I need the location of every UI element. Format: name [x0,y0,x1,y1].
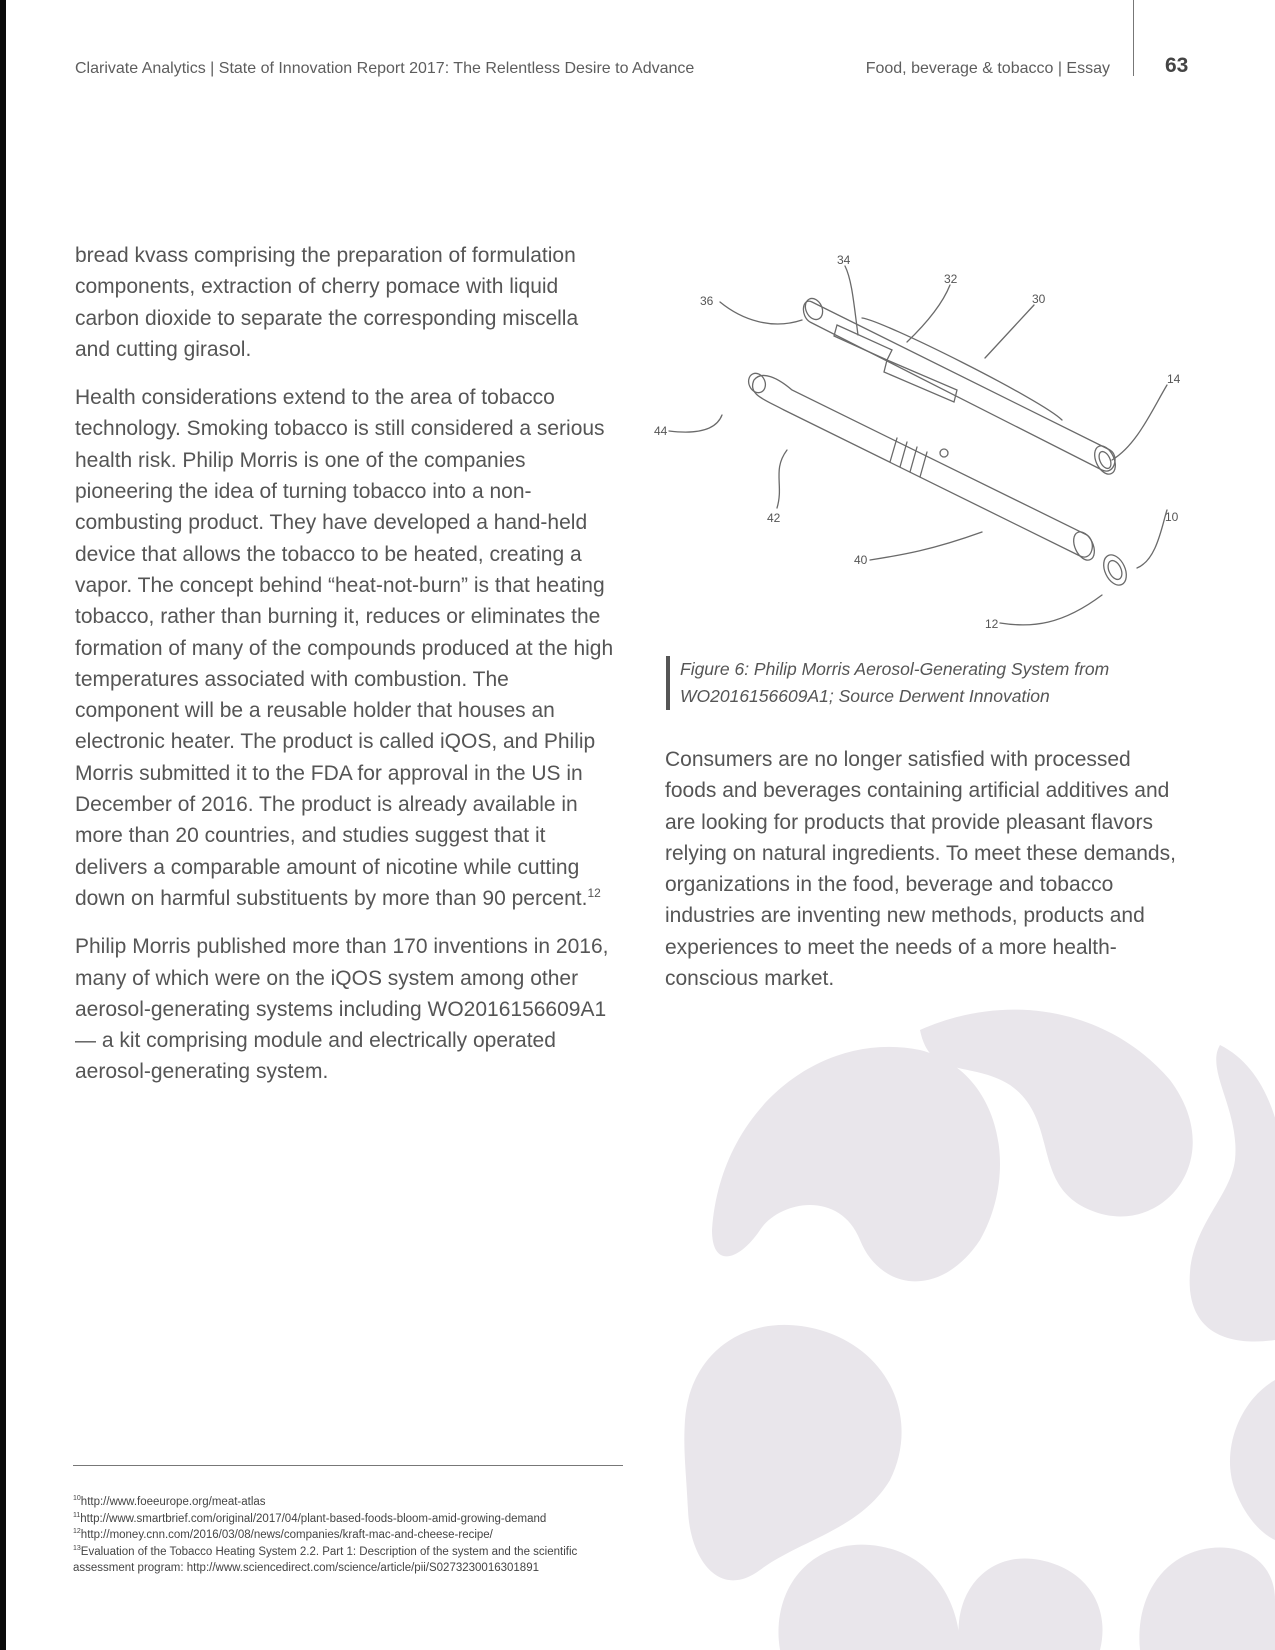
footnote-text: http://www.smartbrief.com/original/2017/04/plant-based-foods-bloom-amid-growing-demand [80,1512,547,1525]
leader-36 [720,302,802,324]
swirl-shape [684,1325,901,1580]
swirl-shape [958,1558,1102,1650]
header-divider [1133,0,1134,76]
label-44: 44 [654,424,668,438]
figure-caption: Figure 6: Philip Morris Aerosol-Generating System from WO2016156609A1; Source Derwent Innovation [666,656,1150,710]
lower-device-mouthpiece [746,371,769,396]
leader-10 [1137,510,1167,568]
footnote-number: 13 [73,1544,81,1552]
footnote-number: 12 [73,1528,81,1536]
lower-device-ring-4 [920,452,927,477]
lower-device-ring-1 [890,438,897,462]
swirl-shape [1190,1045,1275,1342]
footnote-number: 10 [73,1495,81,1503]
label-40: 40 [854,553,868,567]
lower-device-ring-3 [910,447,917,472]
footnote-item [73,1494,633,1511]
swirl-shape [920,1010,1193,1217]
leader-32 [907,285,950,342]
leader-12 [1000,595,1102,625]
label-32: 32 [944,272,958,286]
running-header-title: Clarivate Analytics | State of Innovation Report 2017: The Relentless Desire to Advance [75,60,695,77]
upper-module-detail [862,318,1062,420]
right-column [665,744,1185,1011]
label-34: 34 [837,253,851,267]
swirl-shape [1230,1380,1275,1540]
left-column [75,240,615,1105]
upper-module-window [884,360,957,402]
footnote-text: http://money.cnn.com/2016/03/08/news/companies/kraft-mac-and-cheese-recipe/ [80,1529,493,1541]
label-36: 36 [700,294,714,308]
lower-device-button [940,449,948,457]
leader-42 [777,450,787,508]
leader-30 [985,305,1034,358]
footnote-divider [73,1465,623,1466]
footnote-text: Evaluation of the Tobacco Heating System 2.2. Part 1: Description of the system and the scientific assessment program: http://www.sciencedirect.com/science/article/pii/S0273230016301891 [73,1545,578,1574]
paragraph-heat-not-burn-text: Health considerations extend to the area of tobacco technology. Smoking tobacco is still considered a serious health risk. Philip Morris is one of the companies pioneering the idea of turning tobacco into a non-combusting product. They have developed a hand-held device that allows the tobacco to be heated, creating a vapor. The concept behind “heat-not-burn” is that heating tobacco, rather than burning it, reduces or eliminates the formation of many of the compounds produced at the high temperatures associated with combustion. The component will be a reusable holder that houses an electronic heater. The product is called iQOS, and Philip Morris submitted it to the FDA for approval in the US in December of 2016. The product is already available in more than 20 countries, and studies suggest that it delivers a comparable amount of nicotine while cutting down on harmful substituents by more than 90 percent. [75,386,614,910]
label-10: 10 [1165,510,1179,524]
swirl-shape [778,1545,960,1650]
ring-part-outer [1099,551,1131,588]
page-number: 63 [1165,54,1189,77]
label-42: 42 [767,511,781,525]
label-30: 30 [1032,292,1046,306]
swirl-shape [1139,1547,1275,1650]
upper-module-slot [834,325,892,360]
footnotes [73,1494,633,1577]
patent-figure [654,250,1182,640]
left-edge-bar [0,0,6,1650]
leader-14 [1112,385,1167,460]
label-12: 12 [985,617,999,631]
footnote-text: http://www.foeeurope.org/meat-atlas [80,1496,266,1508]
paragraph-consumers: Consumers are no longer satisfied with processed foods and beverages containing artificial additives and are looking for products that provide pleasant flavors relying on natural ingredients. To meet these demands, organizations in the food, beverage and tobacco industries are inventing new methods, products and experiences to meet the needs of a more health-conscious market. [665,748,1176,991]
swirl-shape [712,1047,1000,1281]
aerosol-device-drawing [654,250,1182,640]
leader-40 [870,532,982,560]
label-14: 14 [1167,372,1181,386]
footnote-item [73,1527,633,1544]
paragraph-kvass: bread kvass comprising the preparation of formulation components, extraction of cherry pomace with liquid carbon dioxide to separate the corresponding miscella and cutting girasol. [75,244,579,361]
footnote-ref: 12 [587,885,601,900]
paragraph-philip-morris-inventions: Philip Morris published more than 170 inventions in 2016, many of which were on the iQOS system among other aerosol-generating systems including WO2016156609A1 — a kit comprising module and electrically operated aerosol-generating system. [75,935,609,1084]
upper-module-body [803,301,1115,471]
running-header-section: Food, beverage & tobacco | Essay [865,60,1110,77]
footnote-number: 11 [73,1511,81,1519]
footnote-item [73,1511,633,1528]
leader-44 [669,415,722,432]
footnote-item [73,1544,633,1577]
paragraph-heat-not-burn [75,382,615,914]
lower-device-ring-2 [900,442,907,467]
leader-34 [845,266,858,335]
